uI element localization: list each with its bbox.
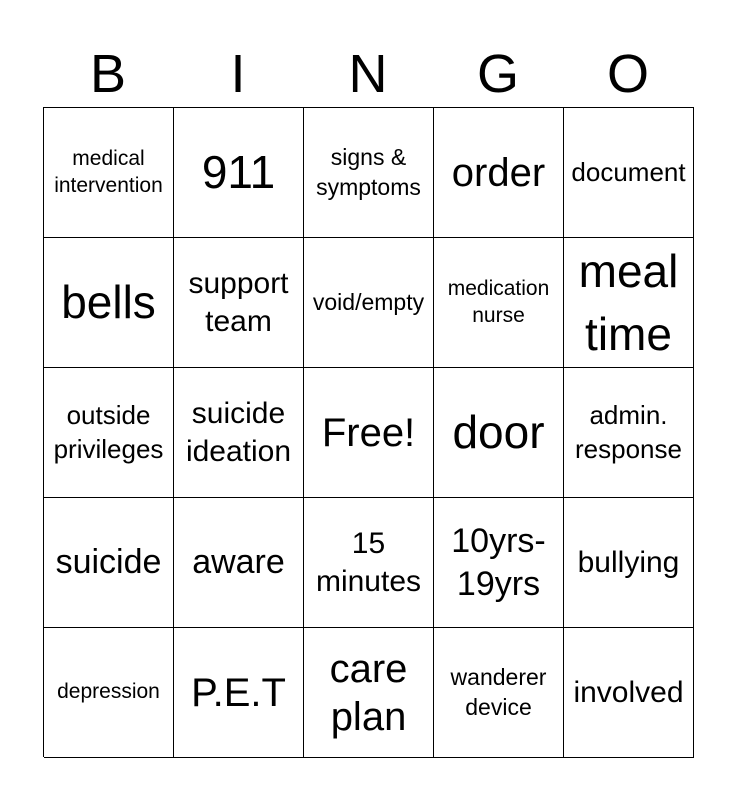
bingo-board	[43, 107, 694, 757]
bingo-cell[interactable]: wanderer device	[434, 628, 564, 758]
bingo-header	[43, 40, 693, 108]
bingo-cell[interactable]: involved	[564, 628, 694, 758]
free-space-cell[interactable]: Free!	[304, 368, 434, 498]
bingo-cell[interactable]: document	[564, 108, 694, 238]
header-letter-o: O	[606, 44, 649, 104]
bingo-cell[interactable]: suicide ideation	[174, 368, 304, 498]
header-letter-b: B	[89, 44, 127, 104]
bingo-cell[interactable]: void/empty	[304, 238, 434, 368]
bingo-cell[interactable]: signs & symptoms	[304, 108, 434, 238]
header-letter-i: I	[230, 44, 246, 104]
bingo-cell[interactable]: meal time	[564, 238, 694, 368]
bingo-cell[interactable]: door	[434, 368, 564, 498]
bingo-cell[interactable]: support team	[174, 238, 304, 368]
header-letter-n: N	[348, 44, 388, 104]
bingo-cell[interactable]: medical intervention	[44, 108, 174, 238]
bingo-cell[interactable]: bullying	[564, 498, 694, 628]
bingo-cell[interactable]: aware	[174, 498, 304, 628]
bingo-cell[interactable]: suicide	[44, 498, 174, 628]
bingo-cell[interactable]: bells	[44, 238, 174, 368]
bingo-cell[interactable]: P.E.T	[174, 628, 304, 758]
bingo-cell[interactable]: order	[434, 108, 564, 238]
bingo-cell[interactable]: medication nurse	[434, 238, 564, 368]
header-letter-g: G	[476, 44, 519, 104]
bingo-cell[interactable]: 911	[174, 108, 304, 238]
bingo-cell[interactable]: outside privileges	[44, 368, 174, 498]
bingo-cell[interactable]: care plan	[304, 628, 434, 758]
bingo-cell[interactable]: 10yrs- 19yrs	[434, 498, 564, 628]
bingo-cell[interactable]: 15 minutes	[304, 498, 434, 628]
bingo-cell[interactable]: depression	[44, 628, 174, 758]
bingo-cell[interactable]: admin. response	[564, 368, 694, 498]
